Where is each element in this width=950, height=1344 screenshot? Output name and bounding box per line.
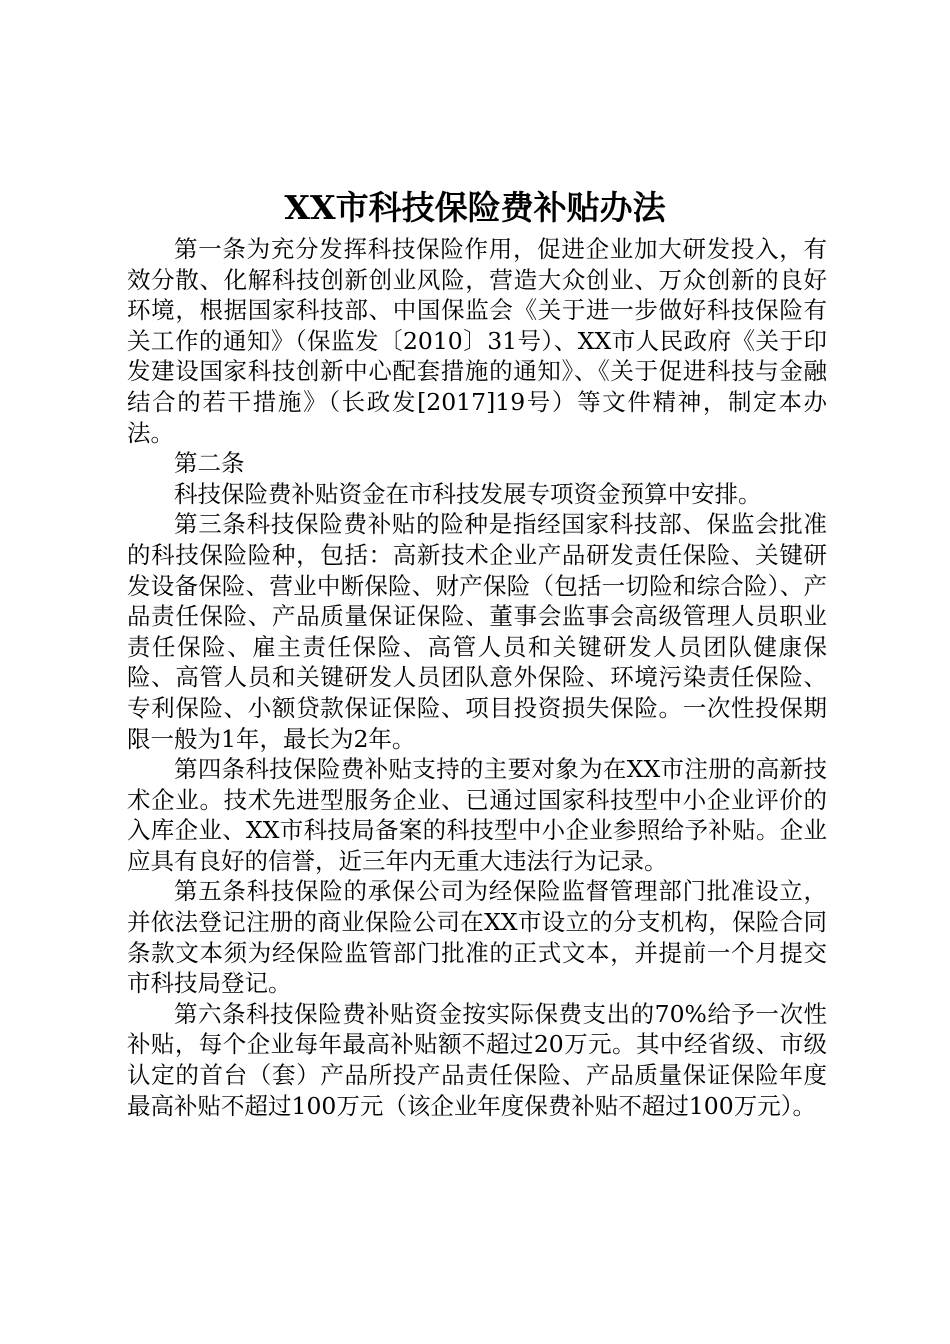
- article-1-paragraph: 第一条为充分发挥科技保险作用，促进企业加大研发投入，有效分散、化解科技创新创业风险，营造大众创业、万众创新的良好环境，根据国家科技部、中国保监会《关于进一步做好科技保险有关工作的通知》（保监发〔2010〕31号）、XX市人民政府《关于印发建设国家科技创新中心配套措施的通知》、《关于促进科技与金融结合的若干措施》（长政发[2017]19号）等文件精神，制定本办法。: [127, 235, 827, 447]
- document-body: [127, 234, 827, 1121]
- article-2-heading: 第二条: [174, 449, 245, 478]
- article-5-paragraph: 第五条科技保险的承保公司为经保险监督管理部门批准设立，并依法登记注册的商业保险公司在XX市设立的分支机构，保险合同条款文本须为经保险监管部门批准的正式文本，并提前一个月提交市科技局登记。: [127, 877, 827, 998]
- article-4-paragraph: 第四条科技保险费补贴支持的主要对象为在XX市注册的高新技术企业。技术先进型服务企业、已通过国家科技型中小企业评价的入库企业、XX市科技局备案的科技型中小企业参照给予补贴。企业应具有良好的信誉，近三年内无重大违法行为记录。: [127, 755, 827, 875]
- article-3-paragraph: 第三条科技保险费补贴的险种是指经国家科技部、保监会批准的科技保险险种，包括：高新技术企业产品研发责任保险、关键研发设备保险、营业中断保险、财产保险（包括一切险和综合险）、产品责任保险、产品质量保证保险、董事会监事会高级管理人员职业责任保险、雇主责任保险、高管人员和关键研发人员团队健康保险、高管人员和关键研发人员团队意外保险、环境污染责任保险、专利保险、小额贷款保证保险、项目投资损失保险。一次性投保期限一般为1年，最长为2年。: [127, 510, 827, 753]
- article-2-paragraph: 科技保险费补贴资金在市科技发展专项资金预算中安排。: [174, 479, 762, 508]
- article-6-paragraph: 第六条科技保险费补贴资金按实际保费支出的70%给予一次性补贴，每个企业每年最高补贴额不超过20万元。其中经省级、市级认定的首台（套）产品所投产品责任保险、产品质量保证保险年度最高补贴不超过100万元（该企业年度保费补贴不超过100万元）。: [127, 999, 827, 1120]
- document-title: XX市科技保险费补贴办法: [284, 188, 666, 227]
